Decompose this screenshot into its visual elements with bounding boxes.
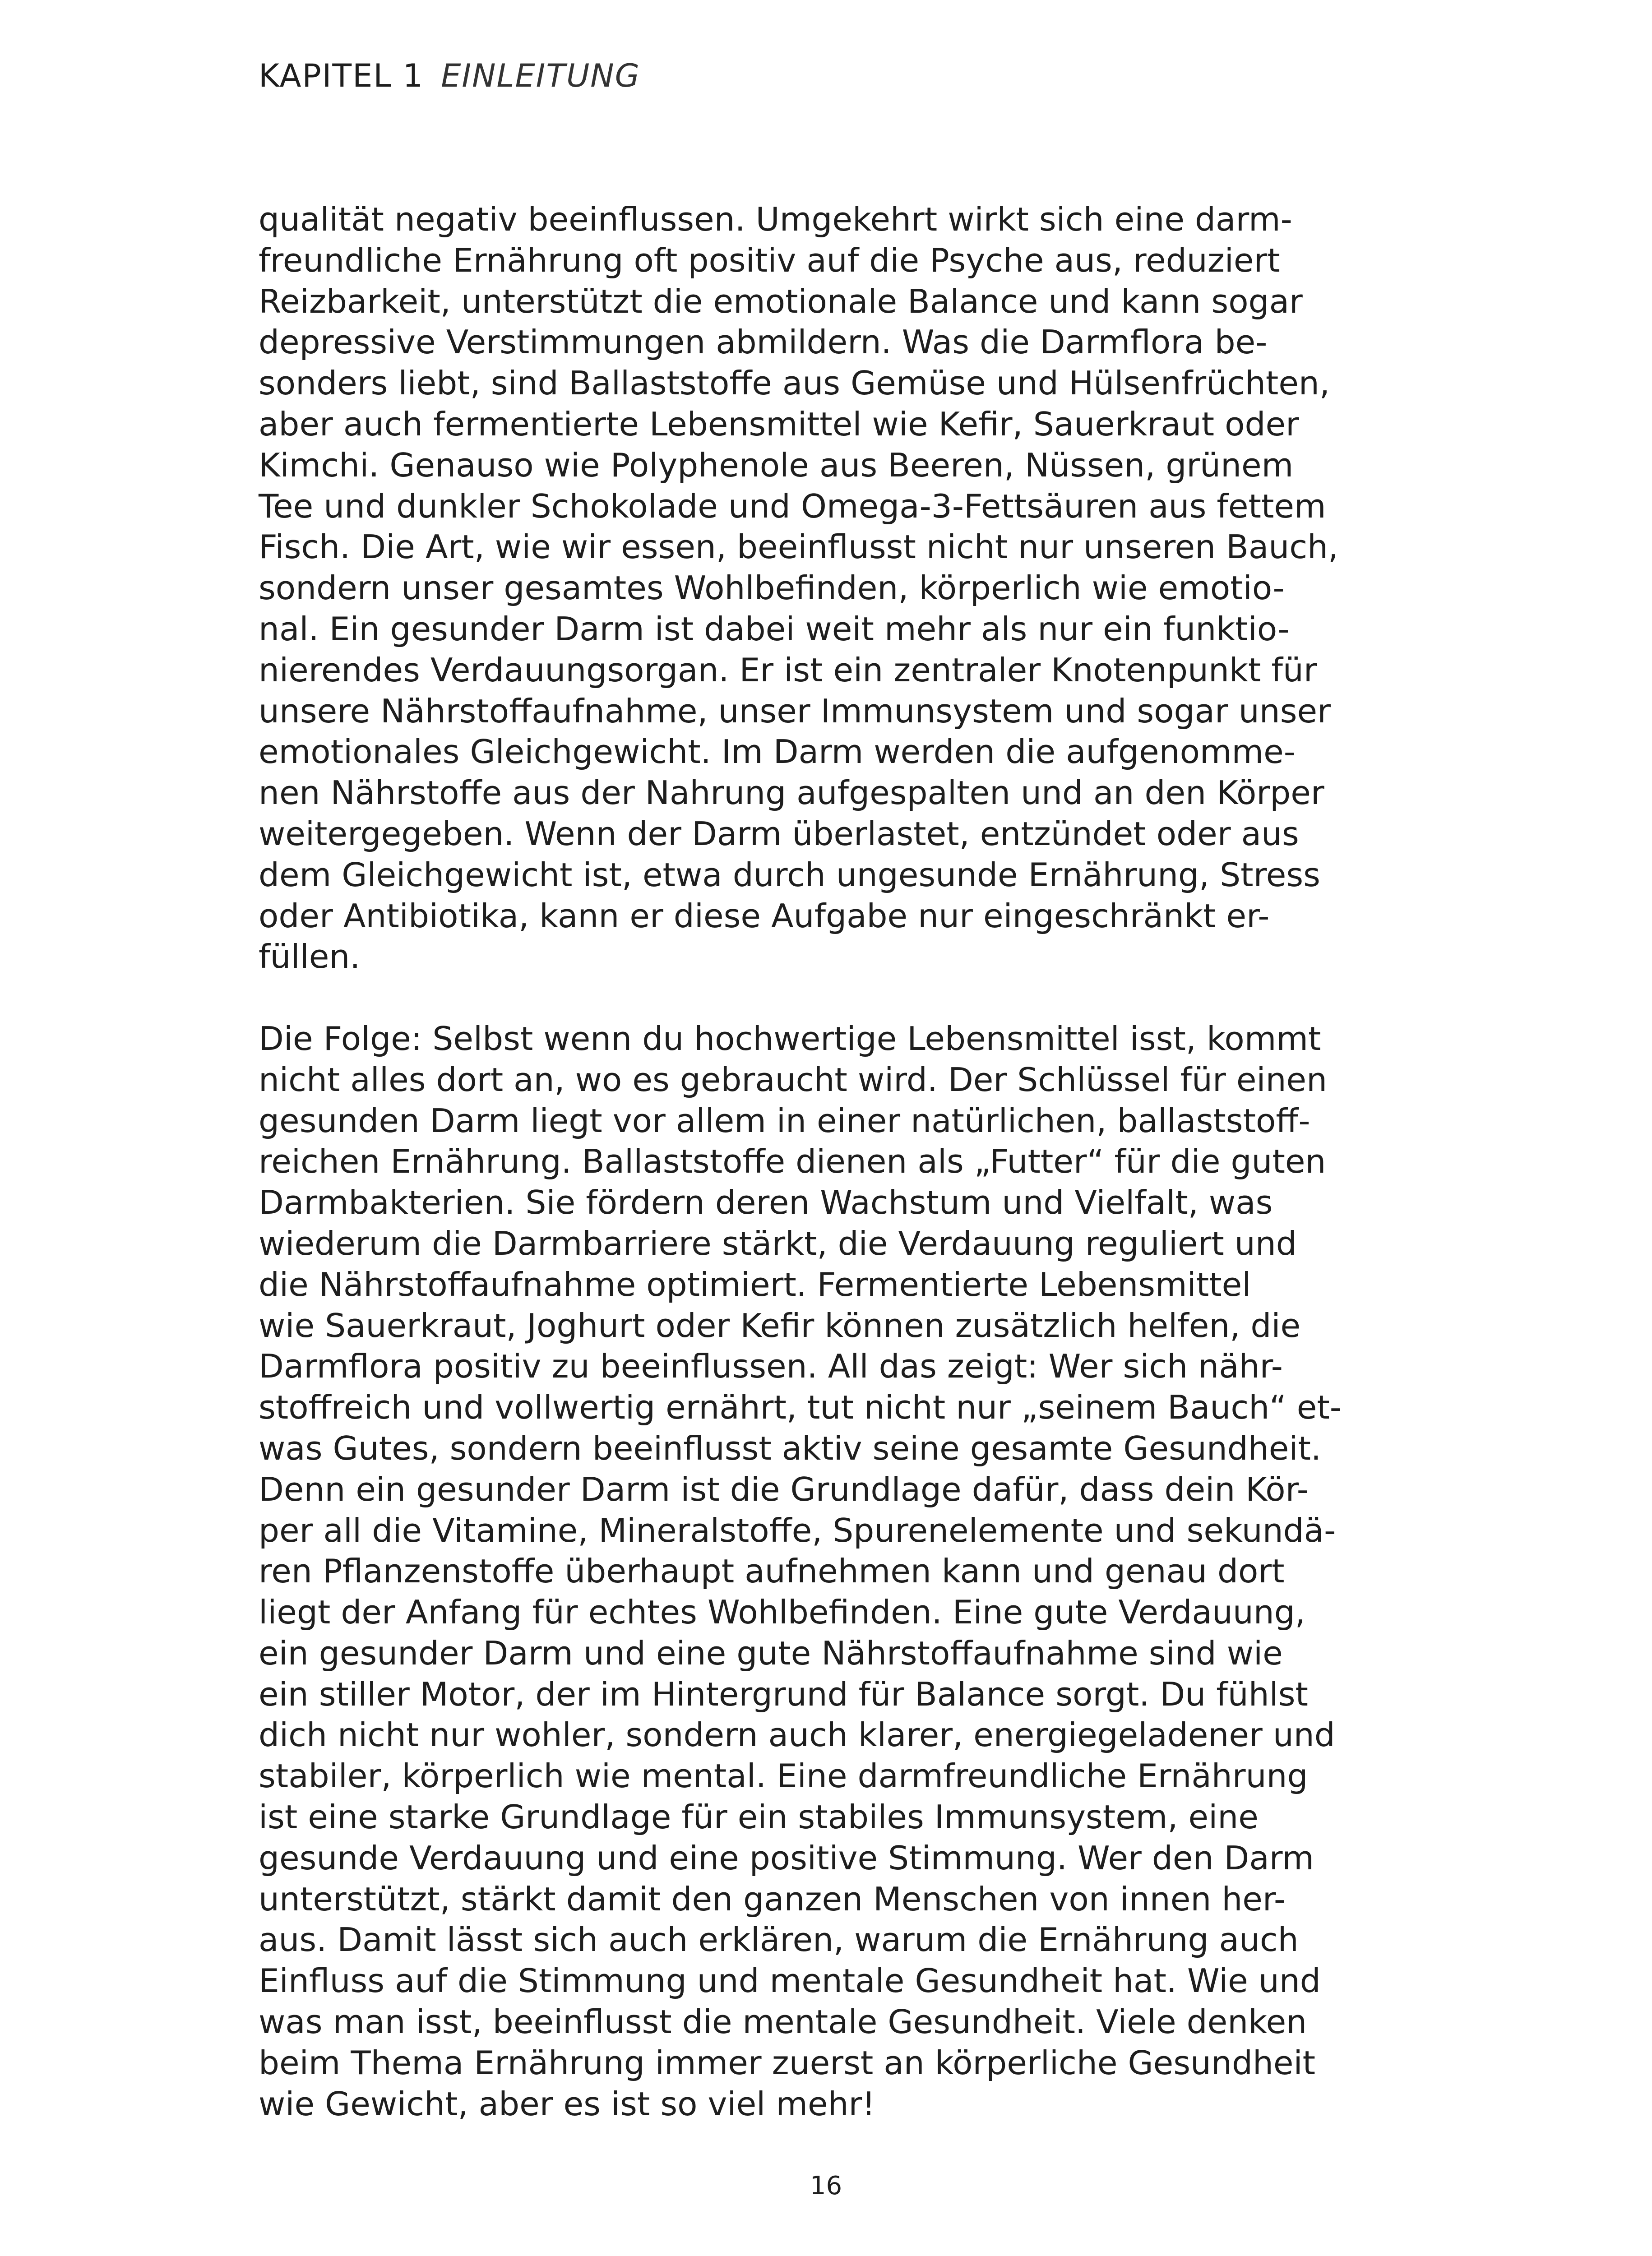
text-line: gesunden Darm liegt vor allem in einer natürlichen, ballaststoff- xyxy=(259,1102,1310,1140)
text-line: nal. Ein gesunder Darm ist dabei weit mehr als nur ein funktio- xyxy=(259,610,1290,648)
text-line: qualität negativ beeinflussen. Umgekehrt wirkt sich eine darm- xyxy=(259,201,1292,239)
text-line: unsere Nährstoffaufnahme, unser Immunsystem und sogar unser xyxy=(259,692,1331,730)
text-line: die Nährstoffaufnahme optimiert. Fermentierte Lebensmittel xyxy=(259,1266,1251,1304)
text-line: freundliche Ernährung oft positiv auf die Psyche aus, reduziert xyxy=(259,241,1280,280)
text-line: Tee und dunkler Schokolade und Omega-3-Fettsäuren aus fettem xyxy=(259,487,1326,526)
text-line: nierendes Verdauungsorgan. Er ist ein zentraler Knotenpunkt für xyxy=(259,651,1317,689)
text-line: ist eine starke Grundlage für ein stabiles Immunsystem, eine xyxy=(259,1798,1259,1837)
text-line: beim Thema Ernährung immer zuerst an körperliche Gesundheit xyxy=(259,2044,1316,2082)
text-line: liegt der Anfang für echtes Wohlbefinden. Eine gute Verdauung, xyxy=(259,1594,1305,1632)
text-line: nen Nährstoffe aus der Nahrung aufgespalten und an den Körper xyxy=(259,774,1324,813)
text-line: Denn ein gesunder Darm ist die Grundlage dafür, dass dein Kör- xyxy=(259,1470,1309,1509)
text-line: Einfluss auf die Stimmung und mentale Gesundheit hat. Wie und xyxy=(259,1962,1321,2001)
text-line: stabiler, körperlich wie mental. Eine darmfreundliche Ernährung xyxy=(259,1757,1308,1796)
text-line: sondern unser gesamtes Wohlbefinden, körperlich wie emotio- xyxy=(259,569,1285,608)
body-text xyxy=(259,199,1432,2125)
running-head xyxy=(259,53,640,98)
text-line: was Gutes, sondern beeinflusst aktiv seine gesamte Gesundheit. xyxy=(259,1429,1321,1468)
chapter-label: KAPITEL 1 xyxy=(259,57,424,94)
text-line: wie Gewicht, aber es ist so viel mehr! xyxy=(259,2085,875,2123)
text-line: emotionales Gleichgewicht. Im Darm werden die aufgenomme- xyxy=(259,733,1296,772)
text-line: wie Sauerkraut, Joghurt oder Kefir können zusätzlich helfen, die xyxy=(259,1307,1301,1345)
paragraph xyxy=(259,1019,1432,2125)
text-line: wiederum die Darmbarriere stärkt, die Verdauung reguliert und xyxy=(259,1225,1297,1263)
paragraph-gap xyxy=(259,978,1432,1019)
text-line: Kimchi. Genauso wie Polyphenole aus Beeren, Nüssen, grünem xyxy=(259,446,1294,485)
text-line: gesunde Verdauung und eine positive Stimmung. Wer den Darm xyxy=(259,1839,1314,1877)
text-line: dich nicht nur wohler, sondern auch klarer, energiegeladener und xyxy=(259,1716,1335,1755)
text-line: Reizbarkeit, unterstützt die emotionale Balance und kann sogar xyxy=(259,282,1303,321)
page-number: 16 xyxy=(810,2171,842,2201)
text-line: ein gesunder Darm und eine gute Nährstoffaufnahme sind wie xyxy=(259,1634,1283,1673)
text-line: nicht alles dort an, wo es gebraucht wird. Der Schlüssel für einen xyxy=(259,1061,1328,1099)
text-line: per all die Vitamine, Mineralstoffe, Spurenelemente und sekundä- xyxy=(259,1512,1336,1550)
text-line: ein stiller Motor, der im Hintergrund für Balance sorgt. Du fühlst xyxy=(259,1675,1308,1714)
text-line: aus. Damit lässt sich auch erklären, warum die Ernährung auch xyxy=(259,1921,1299,1960)
text-line: was man isst, beeinflusst die mentale Gesundheit. Viele denken xyxy=(259,2003,1307,2042)
text-line: stoffreich und vollwertig ernährt, tut nicht nur „seinem Bauch“ et- xyxy=(259,1389,1342,1427)
text-line: sonders liebt, sind Ballaststoffe aus Gemüse und Hülsenfrüchten, xyxy=(259,365,1330,403)
text-line: Darmflora positiv zu beeinflussen. All das zeigt: Wer sich nähr- xyxy=(259,1348,1283,1386)
text-line: Die Folge: Selbst wenn du hochwertige Lebensmittel isst, kommt xyxy=(259,1020,1321,1058)
text-line: ren Pflanzenstoffe überhaupt aufnehmen kann und genau dort xyxy=(259,1553,1285,1591)
text-line: dem Gleichgewicht ist, etwa durch ungesunde Ernährung, Stress xyxy=(259,856,1320,894)
text-line: depressive Verstimmungen abmildern. Was die Darmflora be- xyxy=(259,324,1268,362)
text-line: Fisch. Die Art, wie wir essen, beeinflusst nicht nur unseren Bauch, xyxy=(259,528,1339,567)
text-line: weitergegeben. Wenn der Darm überlastet, entzündet oder aus xyxy=(259,815,1299,853)
text-line: unterstützt, stärkt damit den ganzen Menschen von innen her- xyxy=(259,1880,1286,1919)
paragraph xyxy=(259,199,1432,978)
text-line: füllen. xyxy=(259,938,361,976)
text-line: aber auch fermentierte Lebensmittel wie Kefir, Sauerkraut oder xyxy=(259,405,1299,444)
text-line: reichen Ernährung. Ballaststoffe dienen als „Futter“ für die guten xyxy=(259,1143,1326,1181)
text-line: oder Antibiotika, kann er diese Aufgabe nur eingeschränkt er- xyxy=(259,897,1270,935)
chapter-title: EINLEITUNG xyxy=(441,57,640,94)
text-line: Darmbakterien. Sie fördern deren Wachstum und Vielfalt, was xyxy=(259,1184,1273,1222)
